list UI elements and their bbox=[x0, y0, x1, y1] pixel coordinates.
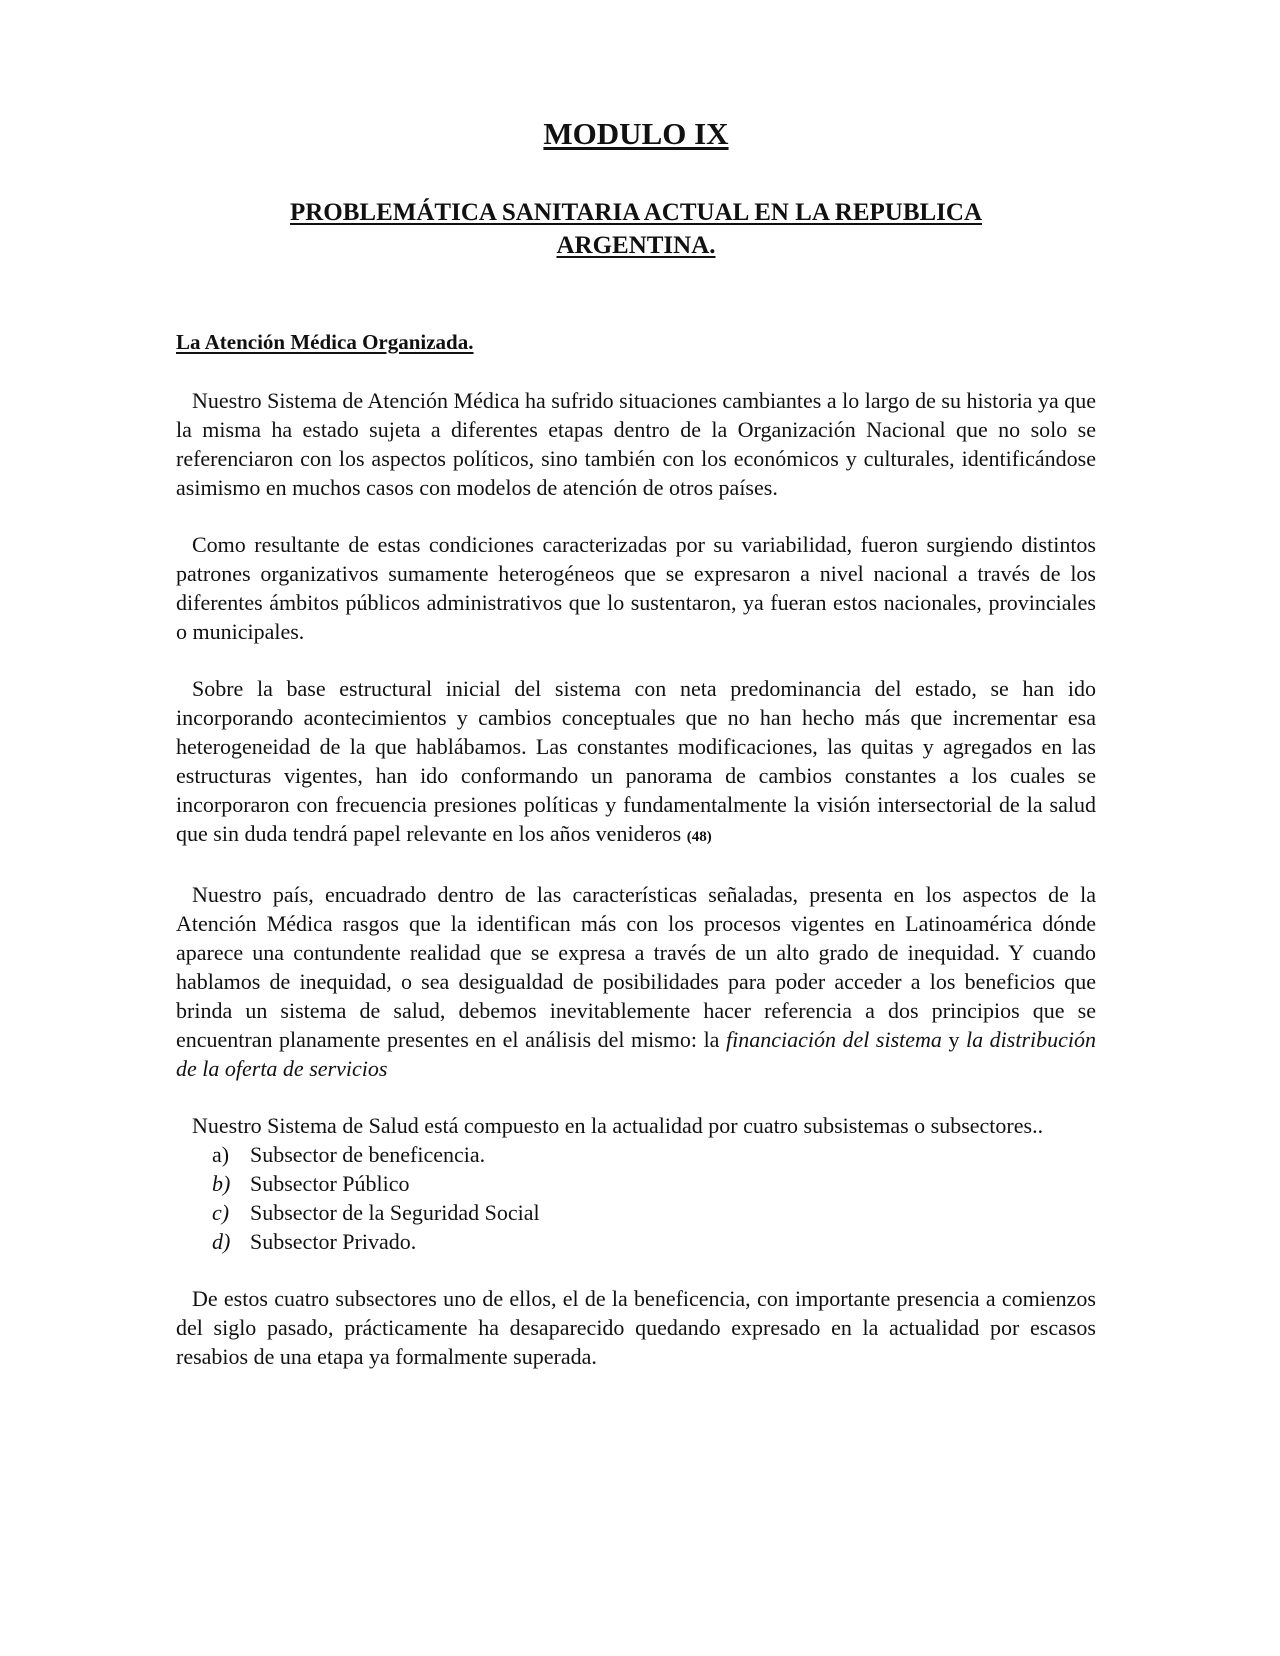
main-title bbox=[176, 196, 1096, 262]
list-item bbox=[212, 1140, 1096, 1169]
paragraph-1: Nuestro Sistema de Atención Médica ha sufrido situaciones cambiantes a lo largo de su historia ya que la misma ha estado sujeta a diferentes etapas dentro de la Organización Nacional que no solo se referenciaron con los aspectos políticos, sino también con los económicos y culturales, identificándose asimismo en muchos casos con modelos de atención de otros países. bbox=[176, 388, 1096, 500]
subsector-list bbox=[212, 1140, 1096, 1256]
main-title-line-2: ARGENTINA. bbox=[556, 232, 716, 259]
list-item-label: Subsector de beneficencia. bbox=[250, 1142, 486, 1167]
paragraph-2: Como resultante de estas condiciones caracterizadas por su variabilidad, fueron surgiendo distintos patrones organizativos sumamente heterogéneos que se expresaron a nivel nacional a través de los diferentes ámbitos públicos administrativos que lo sustentaron, ya fueran estos nacionales, provinciales o municipales. bbox=[176, 532, 1096, 644]
list-marker: c) bbox=[212, 1200, 230, 1225]
paragraph-3 bbox=[176, 674, 1096, 852]
list-item-label: Subsector de la Seguridad Social bbox=[250, 1200, 540, 1225]
list-marker: d) bbox=[212, 1229, 231, 1254]
list-item bbox=[212, 1169, 1096, 1198]
list-item bbox=[212, 1227, 1096, 1256]
paragraph-3-text: Sobre la base estructural inicial del sistema con neta predominancia del estado, se han ido incorporando acontecimientos y cambios conceptuales que no han hecho más que incrementar esa heterogeneidad de la que hablábamos. Las constantes modificaciones, las quitas y agregados en las estructuras vigentes, han ido conformando un panorama de cambios constantes a los cuales se incorporaron con frecuencia presiones políticas y fundamentalmente la visión intersectorial de la salud que sin duda tendrá papel relevante en los años venideros bbox=[176, 676, 1096, 846]
paragraph-4-join: y bbox=[948, 1027, 960, 1052]
list-item-label: Subsector Privado. bbox=[250, 1229, 417, 1254]
reference-number: (48) bbox=[686, 829, 712, 845]
main-title-line-1: PROBLEMÁTICA SANITARIA ACTUAL EN LA REPUBLICA bbox=[289, 199, 983, 226]
paragraph-4-text: Nuestro país, encuadrado dentro de las características señaladas, presenta en los aspectos de la Atención Médica rasgos que la identifican más con los procesos vigentes en Latinoamérica dónde aparece una contundente realidad que se expresa a través de un alto grado de inequidad. Y cuando hablamos de inequidad, o sea desigualdad de posibilidades para poder acceder a los beneficios que brinda un sistema de salud, debemos inevitablemente hacer referencia a dos principios que se encuentran planamente presentes en el análisis del mismo: la bbox=[176, 882, 1096, 1052]
emphasis-financing: financiación del sistema bbox=[726, 1027, 942, 1052]
paragraph-5: Nuestro Sistema de Salud está compuesto en la actualidad por cuatro subsistemas o subsectores.. bbox=[192, 1113, 1044, 1138]
module-title: MODULO IX bbox=[543, 116, 729, 151]
paragraph-6: De estos cuatro subsectores uno de ellos, el de la beneficencia, con importante presencia a comienzos del siglo pasado, prácticamente ha desaparecido quedando expresado en la actualidad por escasos resabios de una etapa ya formalmente superada. bbox=[176, 1286, 1096, 1369]
emphasis-distribution: la distribución de la oferta de servicios bbox=[176, 1027, 1097, 1081]
list-item bbox=[212, 1198, 1096, 1227]
paragraph-4 bbox=[176, 880, 1096, 1083]
list-item-label: Subsector Público bbox=[250, 1171, 410, 1196]
section-heading: La Atención Médica Organizada. bbox=[176, 330, 474, 354]
body-text bbox=[176, 386, 1096, 1399]
list-marker: b) bbox=[212, 1171, 231, 1196]
list-marker: a) bbox=[212, 1142, 230, 1167]
